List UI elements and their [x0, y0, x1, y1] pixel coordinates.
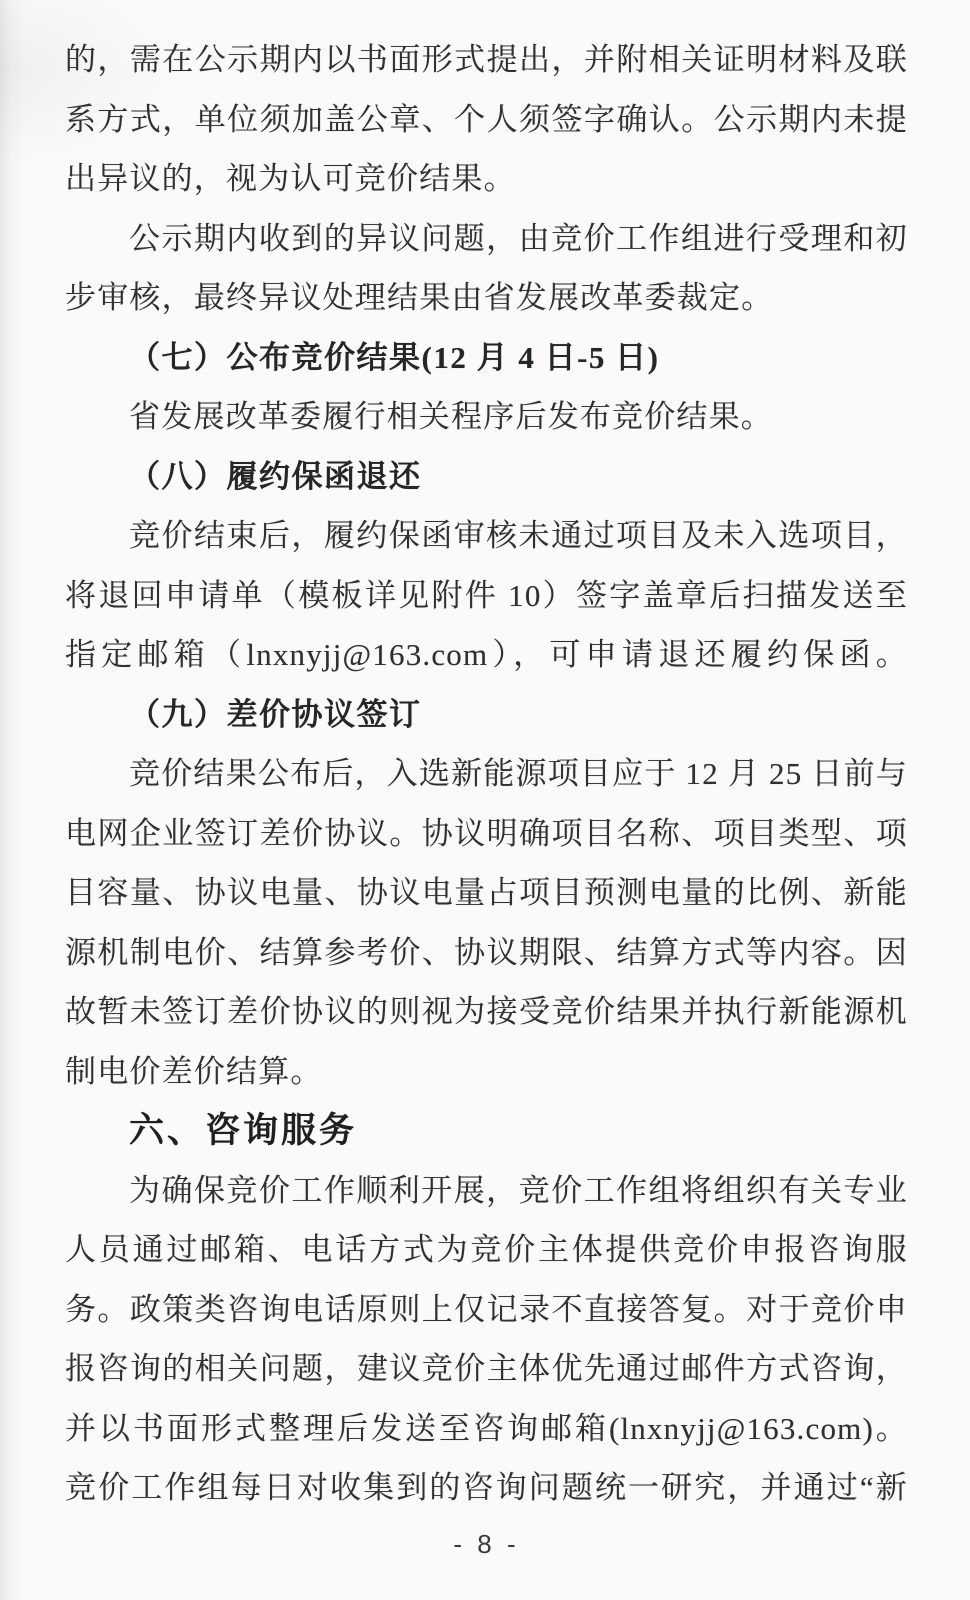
body-line: 务。政策类咨询电话原则上仅记录不直接答复。对于竞价申: [65, 1291, 908, 1327]
page-number: - 8 -: [453, 1528, 520, 1559]
body-line: 竞价工作组每日对收集到的咨询问题统一研究，并通过“新: [65, 1470, 908, 1505]
body-line: 电网企业签订差价协议。协议明确项目名称、项目类型、项: [65, 815, 908, 851]
chapter-heading-6: 六、咨询服务: [129, 1111, 358, 1150]
section-heading-9: （九）差价协议签订: [129, 696, 422, 732]
body-line: 省发展改革委履行相关程序后发布竞价结果。: [129, 399, 773, 434]
body-line: 源机制电价、结算参考价、协议期限、结算方式等内容。因: [65, 934, 908, 970]
body-line: 制电价差价结算。: [65, 1053, 323, 1089]
body-line: 出异议的，视为认可竞价结果。: [65, 161, 516, 196]
body-line: 为确保竞价工作顺利开展，竞价工作组将组织有关专业: [129, 1172, 908, 1208]
body-line: 系方式，单位须加盖公章、个人须签字确认。公示期内未提: [65, 101, 908, 137]
body-line: 故暂未签订差价协议的则视为接受竞价结果并执行新能源机: [65, 994, 908, 1029]
body-line: 竞价结果公布后，入选新能源项目应于 12 月 25 日前与: [129, 756, 908, 791]
body-line: 公示期内收到的异议问题，由竞价工作组进行受理和初: [129, 220, 908, 256]
body-line: 将退回申请单（模板详见附件 10）签字盖章后扫描发送至: [65, 577, 908, 613]
body-line-email: 指定邮箱（lnxnyjj@163.com），可申请退还履约保函。: [65, 637, 908, 672]
body-line: 目容量、协议电量、协议电量占项目预测电量的比例、新能: [65, 875, 908, 910]
body-line: 的，需在公示期内以书面形式提出，并附相关证明材料及联: [65, 42, 908, 77]
body-line: 报咨询的相关问题，建议竞价主体优先通过邮件方式咨询，: [65, 1351, 908, 1386]
body-line: 步审核，最终异议处理结果由省发展改革委裁定。: [65, 280, 774, 315]
section-heading-7: （七）公布竞价结果(12 月 4 日-5 日): [129, 339, 660, 375]
body-line: 人员通过邮箱、电话方式为竞价主体提供竞价申报咨询服: [65, 1232, 908, 1267]
body-line: 竞价结束后，履约保函审核未通过项目及未入选项目，: [129, 518, 908, 553]
body-line-email: 并以书面形式整理后发送至咨询邮箱(lnxnyjj@163.com)。: [65, 1410, 908, 1446]
section-heading-8: （八）履约保函退还: [129, 458, 422, 494]
